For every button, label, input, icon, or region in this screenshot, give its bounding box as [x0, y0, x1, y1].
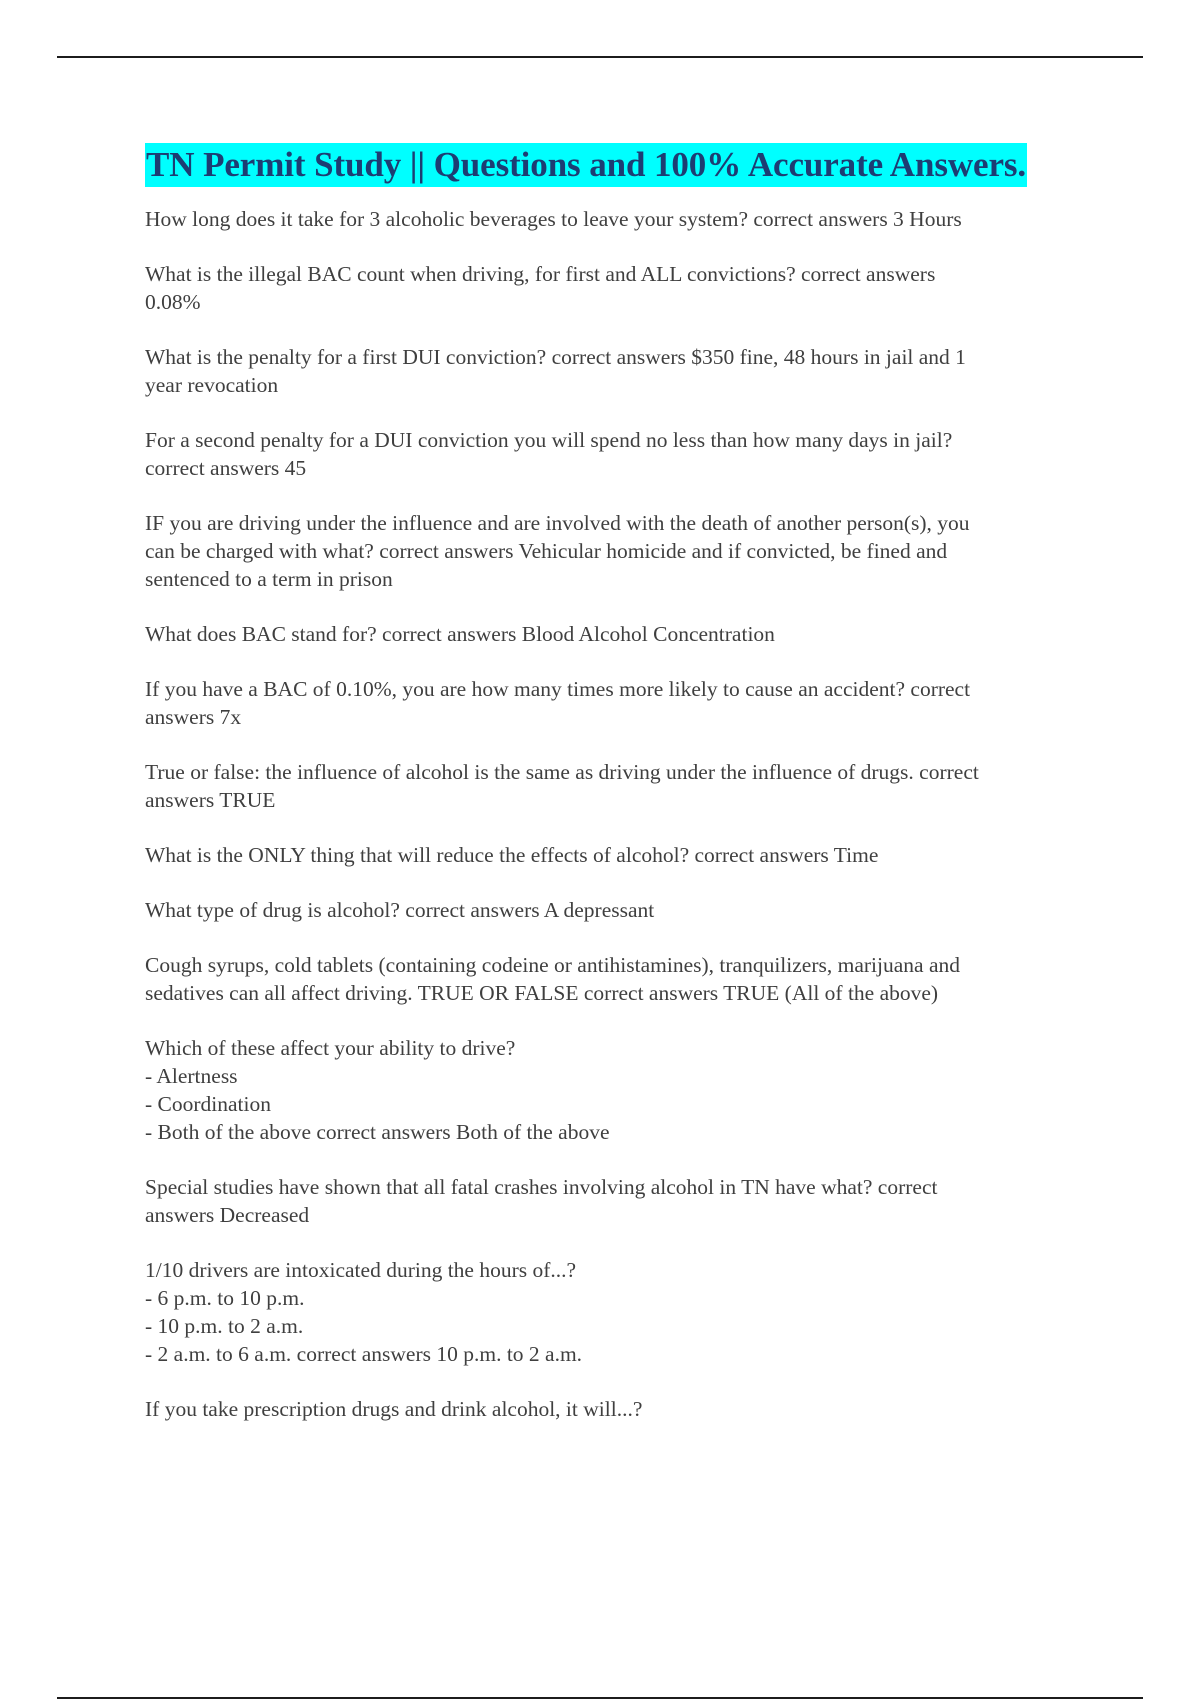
qa-line: What type of drug is alcohol? correct answers A depressant	[145, 898, 655, 922]
top-rule	[57, 56, 1143, 58]
qa-line: 0.08%	[145, 290, 201, 314]
qa-line: - 10 p.m. to 2 a.m.	[145, 1314, 304, 1338]
qa-line: answers TRUE	[145, 788, 276, 812]
qa-line: can be charged with what? correct answers Vehicular homicide and if convicted, be fined and	[145, 539, 948, 563]
qa-line: What is the ONLY thing that will reduce the effects of alcohol? correct answers Time	[145, 843, 879, 867]
bottom-rule	[57, 1697, 1143, 1699]
qa-item	[145, 951, 1090, 1007]
qa-line: - 2 a.m. to 6 a.m. correct answers 10 p.m. to 2 a.m.	[145, 1342, 583, 1366]
qa-line: answers Decreased	[145, 1203, 310, 1227]
qa-item	[145, 1034, 1090, 1146]
qa-line: correct answers 45	[145, 456, 307, 480]
qa-line: sentenced to a term in prison	[145, 567, 393, 591]
qa-item	[145, 758, 1090, 814]
qa-line: How long does it take for 3 alcoholic beverages to leave your system? correct answers 3 Hours	[145, 207, 962, 231]
qa-item	[145, 426, 1090, 482]
qa-line: sedatives can all affect driving. TRUE OR FALSE correct answers TRUE (All of the above)	[145, 981, 939, 1005]
qa-item	[145, 260, 1090, 316]
qa-item	[145, 675, 1090, 731]
qa-item	[145, 896, 1090, 924]
qa-item	[145, 1173, 1090, 1229]
document-body	[145, 143, 1090, 1450]
qa-line: Special studies have shown that all fatal crashes involving alcohol in TN have what? correct	[145, 1175, 938, 1199]
qa-item	[145, 1256, 1090, 1368]
qa-list	[145, 205, 1090, 1423]
qa-line: If you take prescription drugs and drink alcohol, it will...?	[145, 1397, 643, 1421]
document-title: TN Permit Study || Questions and 100% Accurate Answers.	[145, 143, 1027, 187]
qa-line: What is the illegal BAC count when driving, for first and ALL convictions? correct answers	[145, 262, 936, 286]
qa-item	[145, 620, 1090, 648]
qa-item	[145, 205, 1090, 233]
qa-item	[145, 509, 1090, 593]
qa-line: What is the penalty for a first DUI conviction? correct answers $350 fine, 48 hours in jail and 1	[145, 345, 966, 369]
qa-line: - Both of the above correct answers Both of the above	[145, 1120, 610, 1144]
qa-line: answers 7x	[145, 705, 242, 729]
qa-line: - Coordination	[145, 1092, 271, 1116]
qa-line: - 6 p.m. to 10 p.m.	[145, 1286, 305, 1310]
qa-line: - Alertness	[145, 1064, 238, 1088]
qa-item	[145, 343, 1090, 399]
qa-line: If you have a BAC of 0.10%, you are how many times more likely to cause an accident? correct	[145, 677, 971, 701]
title-block	[145, 143, 1090, 187]
qa-line: For a second penalty for a DUI conviction you will spend no less than how many days in jail?	[145, 428, 953, 452]
qa-item	[145, 841, 1090, 869]
qa-line: True or false: the influence of alcohol is the same as driving under the influence of drugs. correct	[145, 760, 979, 784]
qa-line: year revocation	[145, 373, 279, 397]
qa-line: 1/10 drivers are intoxicated during the hours of...?	[145, 1258, 577, 1282]
qa-line: What does BAC stand for? correct answers Blood Alcohol Concentration	[145, 622, 775, 646]
qa-line: IF you are driving under the influence and are involved with the death of another person(s), you	[145, 511, 970, 535]
qa-line: Which of these affect your ability to drive?	[145, 1036, 516, 1060]
qa-line: Cough syrups, cold tablets (containing codeine or antihistamines), tranquilizers, marijuana and	[145, 953, 960, 977]
qa-item	[145, 1395, 1090, 1423]
